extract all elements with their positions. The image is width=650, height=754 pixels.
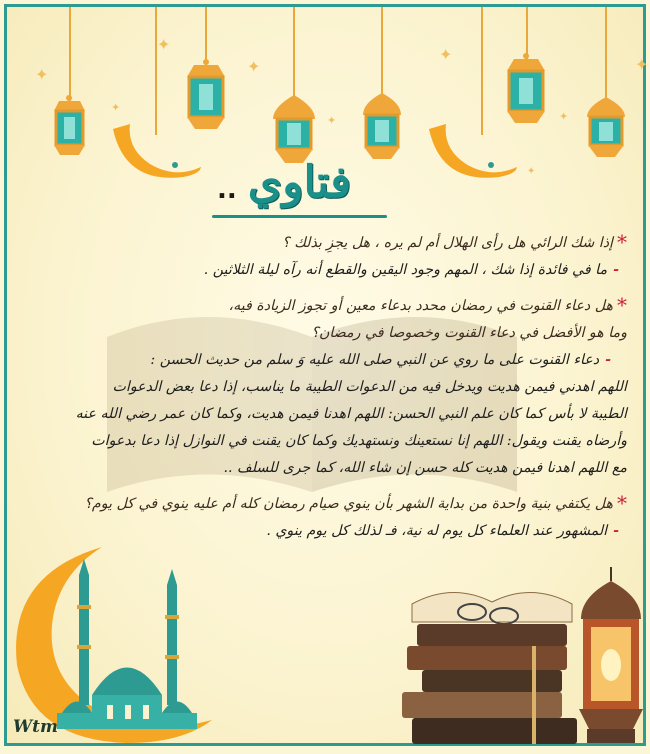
asterisk-icon: * [617,230,627,254]
sparkle-icon: ✦ [439,45,453,64]
large-lantern-icon [573,567,649,747]
lantern-string [205,7,207,67]
dash-marker: - [613,262,619,278]
page-title: فتاوي [247,157,352,208]
asterisk-icon: * [617,293,627,317]
title-underline [212,215,387,218]
answer-2-line-3: الطيبة لا بأس كما كان علم النبي الحسن: اللهم اهدنا فيمن هديت، وكما كان عمر رضي الله عنه [75,406,627,422]
fatwa-list [25,229,627,545]
answer-2-line-1: -دعاء القنوت على ما روي عن النبي صلى الله عليه وَ سلم من حديث الحسن : [150,352,611,368]
answer-2-line-4: وأرضاه يقنت ويقول: اللهم إنا نستعينك ونستهديك وكما كان يقنت في النوازل إذا دعا بدعوات [91,433,627,449]
lantern-string [293,7,295,97]
crescent-string [481,7,483,135]
lantern-icon [47,95,92,165]
question-2: *هل دعاء القنوت في رمضان محدد بدعاء معين أو تجوز الزيادة فيه، [228,293,627,317]
question-3: *هل يكتفي بنية واحدة من بداية الشهر بأن ينوي صيام رمضان كله أم عليه ينوي في كل يوم؟ [84,491,627,515]
lantern-string [605,7,607,99]
dash-marker: - [613,523,619,539]
sparkle-icon: ✦ [527,166,536,177]
sparkle-icon: ✦ [559,110,569,123]
crescent-mosque-icon [7,545,222,745]
lantern-icon [357,91,407,167]
answer-2-line-2: اللهم اهدني فيمن هديت ويدخل فيه من الدعوات الطيبة ما يناسب، إذا دعا بعض الدعوات [112,379,627,395]
sparkle-icon: ✦ [157,35,171,54]
crescent-string [155,7,157,135]
sparkle-icon: ✦ [635,55,649,74]
answer-3: -المشهور عند العلماء كل يوم له نية، فـ لذلك كل يوم ينوي . [266,523,619,539]
watermark: Wtm [13,717,58,737]
sparkle-icon: ✦ [35,65,49,84]
lantern-icon [179,59,233,139]
lantern-icon [581,95,631,165]
question-2-line-2: وما هو الأفضل في دعاء القنوت وخصوصا في رمضان؟ [311,325,627,341]
sparkle-icon: ✦ [247,57,261,76]
lantern-string [526,7,528,59]
sparkle-icon: ✦ [327,114,337,127]
fatwa-card [4,4,649,746]
dash-marker: - [605,352,611,368]
lantern-icon [499,53,553,133]
asterisk-icon: * [617,491,627,515]
title-dots: .. [217,175,237,205]
lantern-string [69,7,71,102]
book-stack-icon [392,582,582,747]
answer-2-line-5: مع اللهم اهدنا فيمن هديت كله حسن إن شاء الله، كما جرى للسلف .. [223,460,627,476]
sparkle-icon: ✦ [111,101,121,114]
lantern-string [381,7,383,95]
question-1: *إذا شك الرائي هل رأى الهلال أم لم يره ، هل يجزِ بذلك ؟ [282,230,627,254]
answer-1: -ما في فائدة إذا شك ، المهم وجود اليقين والقطع أنه رآه ليلة الثلاثين . [203,262,619,278]
